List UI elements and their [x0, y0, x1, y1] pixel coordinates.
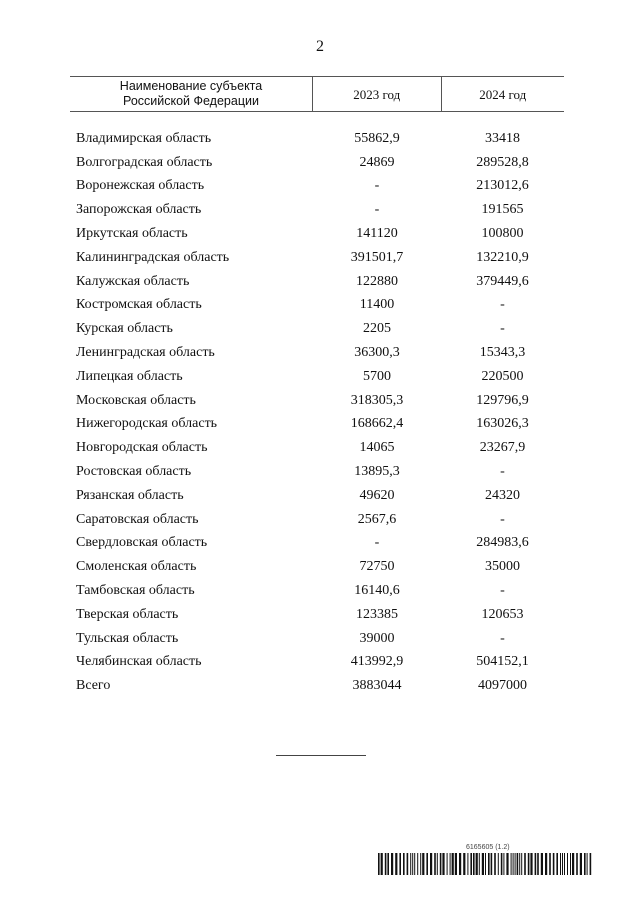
value-2024-cell: 33418: [485, 130, 520, 146]
table-row: [70, 508, 564, 532]
table-row: [70, 674, 564, 698]
table-row: [70, 151, 564, 175]
region-name-cell: Калининградская область: [76, 249, 230, 265]
region-name-cell: Челябинская область: [76, 654, 202, 670]
end-divider: [276, 755, 366, 756]
table-row: [70, 222, 564, 246]
value-2024-cell: 379449,6: [476, 273, 529, 289]
value-2024-cell: 24320: [485, 487, 520, 503]
value-2024-cell: 132210,9: [476, 249, 529, 265]
header-year-2024: 2024 год: [441, 77, 565, 111]
barcode-label: 6165605 (1.2): [466, 844, 510, 851]
header-region-line1: Наименование субъекта: [119, 79, 263, 93]
value-2023-cell: 168662,4: [350, 416, 404, 432]
region-name-cell: Волгоградская область: [76, 154, 213, 170]
value-2023-cell: 11400: [359, 297, 395, 313]
value-2023-cell: 36300,3: [354, 345, 400, 361]
table-row: [70, 627, 564, 651]
barcode-icon: [378, 853, 592, 875]
table-row: [70, 389, 564, 413]
value-2024-cell: 163026,3: [476, 416, 529, 432]
value-2023-cell: -: [374, 202, 380, 218]
table-row: [70, 365, 564, 389]
header-year-2023: 2023 год: [312, 77, 440, 111]
table-row: [70, 246, 564, 270]
table-row: [70, 460, 564, 484]
table-body: [70, 127, 564, 698]
table-row: [70, 484, 564, 508]
table-header: [70, 76, 564, 112]
value-2023-cell: 5700: [363, 368, 391, 384]
value-2024-cell: 284983,6: [476, 535, 529, 551]
page-number: 2: [316, 38, 324, 55]
value-2024-cell: 100800: [481, 226, 524, 242]
region-name-cell: Новгородская область: [76, 440, 208, 456]
table-row: [70, 532, 564, 556]
region-name-cell: Свердловская область: [76, 535, 208, 551]
table-row: [70, 555, 564, 579]
region-name-cell: Воронежская область: [76, 178, 205, 194]
region-name-cell: Владимирская область: [76, 130, 212, 146]
value-2023-cell: 413992,9: [350, 654, 404, 670]
table-row: [70, 270, 564, 294]
region-name-cell: Костромская область: [76, 297, 202, 313]
table-row: [70, 294, 564, 318]
value-2023-cell: 55862,9: [354, 130, 400, 146]
value-2023-cell: 2567,6: [357, 511, 397, 527]
header-region-name: [70, 77, 312, 111]
table-row: [70, 127, 564, 151]
value-2023-cell: 13895,3: [354, 464, 400, 480]
value-2024-cell: 4097000: [478, 678, 527, 694]
value-2024-cell: -: [500, 511, 505, 527]
value-2024-cell: 35000: [485, 559, 520, 575]
table-row: [70, 413, 564, 437]
region-name-cell: Запорожская область: [76, 202, 202, 218]
value-2023-cell: 72750: [359, 559, 395, 575]
region-name-cell: Саратовская область: [76, 511, 199, 527]
value-2023-cell: 39000: [359, 630, 395, 646]
region-name-cell: Тамбовская область: [76, 583, 195, 599]
value-2024-cell: 191565: [481, 202, 524, 218]
value-2023-cell: 49620: [359, 487, 395, 503]
table-row: [70, 175, 564, 199]
value-2023-cell: 318305,3: [350, 392, 404, 408]
region-name-cell: Липецкая область: [76, 368, 183, 384]
table-row: [70, 436, 564, 460]
value-2024-cell: 504152,1: [476, 654, 529, 670]
region-name-cell: Курская область: [76, 321, 173, 337]
value-2023-cell: 16140,6: [354, 583, 400, 599]
value-2023-cell: 391501,7: [350, 249, 404, 265]
value-2023-cell: 14065: [359, 440, 395, 456]
value-2024-cell: 23267,9: [479, 440, 526, 456]
value-2024-cell: 213012,6: [476, 178, 529, 194]
region-name-cell: Ростовская область: [76, 464, 192, 480]
value-2024-cell: 220500: [481, 368, 524, 384]
value-2023-cell: 3883044: [352, 678, 402, 694]
value-2023-cell: 123385: [356, 606, 398, 622]
header-region-line2: Российской Федерации: [123, 94, 259, 108]
table-row: [70, 603, 564, 627]
value-2024-cell: -: [500, 630, 505, 646]
value-2023-cell: 2205: [363, 321, 391, 337]
region-name-cell: Калужская область: [76, 273, 190, 289]
region-name-cell: Иркутская область: [76, 226, 188, 242]
value-2024-cell: -: [500, 583, 505, 599]
value-2023-cell: 141120: [356, 226, 398, 242]
value-2023-cell: -: [374, 178, 380, 194]
value-2023-cell: -: [374, 535, 380, 551]
table-row: [70, 651, 564, 675]
region-name-cell: Всего: [76, 678, 111, 694]
value-2024-cell: 289528,8: [476, 154, 529, 170]
table-row: [70, 341, 564, 365]
table-row: [70, 198, 564, 222]
region-name-cell: Ленинградская область: [76, 345, 215, 361]
region-name-cell: Нижегородская область: [76, 416, 218, 432]
region-name-cell: Тульская область: [76, 630, 179, 646]
region-name-cell: Рязанская область: [76, 487, 184, 503]
value-2023-cell: 24869: [359, 154, 395, 170]
value-2023-cell: 122880: [356, 273, 398, 289]
value-2024-cell: -: [500, 321, 505, 337]
region-name-cell: Московская область: [76, 392, 196, 408]
region-name-cell: Смоленская область: [76, 559, 197, 575]
table-row: [70, 317, 564, 341]
value-2024-cell: 129796,9: [476, 392, 529, 408]
value-2024-cell: 120653: [481, 606, 524, 622]
value-2024-cell: 15343,3: [479, 345, 526, 361]
region-name-cell: Тверская область: [76, 606, 179, 622]
value-2024-cell: -: [500, 297, 505, 313]
table-row: [70, 579, 564, 603]
value-2024-cell: -: [500, 464, 505, 480]
